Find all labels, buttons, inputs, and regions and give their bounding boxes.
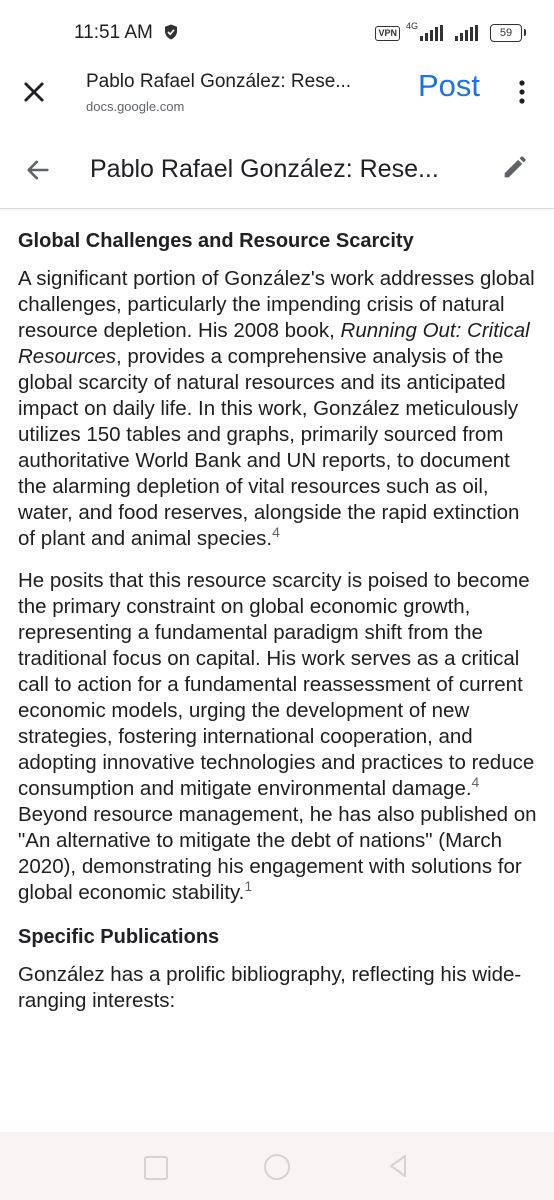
paragraph-text: , provides a comprehensive analysis of the global scarcity of natural resources and its anticipated impact on daily life. In this work, González meticulously utilizes 150 tables and graphs, primarily sourced from authoritative World Bank and UN reports, to document the alarming depletion of vital resources such as oil, water, and food reserves, alongside the rapid extinction of plant and animal species. (18, 345, 520, 550)
home-icon[interactable] (264, 1154, 290, 1180)
app-bar (0, 64, 554, 128)
signal-strength-icon (420, 25, 443, 41)
paragraph (18, 266, 540, 552)
signal-strength-icon-2 (455, 25, 478, 41)
vpn-badge: VPN (375, 26, 400, 41)
recent-apps-icon[interactable] (144, 1156, 168, 1180)
post-button[interactable]: Post (418, 68, 481, 103)
back-arrow-icon[interactable] (24, 156, 52, 184)
network-type: 4G (405, 21, 418, 31)
footnote-reference[interactable]: 4 (471, 774, 480, 791)
system-navigation-bar (0, 1132, 554, 1200)
paragraph (18, 568, 540, 906)
edit-pencil-icon[interactable] (500, 154, 528, 182)
page-url: docs.google.com (86, 99, 185, 114)
status-time: 11:51 AM (74, 22, 153, 43)
paragraph-text: He posits that this resource scarcity is poised to become the primary constraint on global economic growth, representing a fundamental paradigm shift from the traditional focus on capital. His work serves as a critical call to action for a fundamental reassessment of current economic models, urging the development of new strategies, fostering international cooperation, and adopting innovative technologies and practices to reduce consumption and mitigate environmental damage. (18, 569, 535, 800)
section-heading: Specific Publications (18, 926, 220, 948)
verified-shield-icon (162, 23, 180, 41)
paragraph: González has a prolific bibliography, reflecting his wide-ranging interests: (18, 963, 522, 1012)
book-title: Running Out: Critical Resources (18, 319, 530, 368)
document-toolbar (0, 130, 554, 209)
back-triangle-icon[interactable] (388, 1154, 408, 1178)
footnote-reference[interactable]: 4 (272, 524, 280, 541)
document-title: Pablo Rafael González: Rese... (90, 155, 439, 183)
close-icon[interactable] (20, 78, 48, 106)
more-options-icon[interactable] (512, 78, 532, 106)
footnote-reference[interactable]: 1 (244, 878, 253, 895)
paragraph-text: Beyond resource management, he has also published on "An alternative to mitigate the debt of nations" (March 2020), demonstrating his engagement with solutions for global economic stability. (18, 803, 537, 904)
paragraph-text: A significant portion of González's work addresses global challenges, particularly the impending crisis of natural resource depletion. His 2008 book, (18, 267, 535, 342)
status-indicators (375, 20, 522, 46)
status-bar (0, 0, 554, 64)
page-title: Pablo Rafael González: Rese... (86, 71, 352, 92)
document-content (18, 226, 540, 1030)
section-heading: Global Challenges and Resource Scarcity (18, 230, 414, 252)
battery-icon: 59 (490, 24, 522, 42)
